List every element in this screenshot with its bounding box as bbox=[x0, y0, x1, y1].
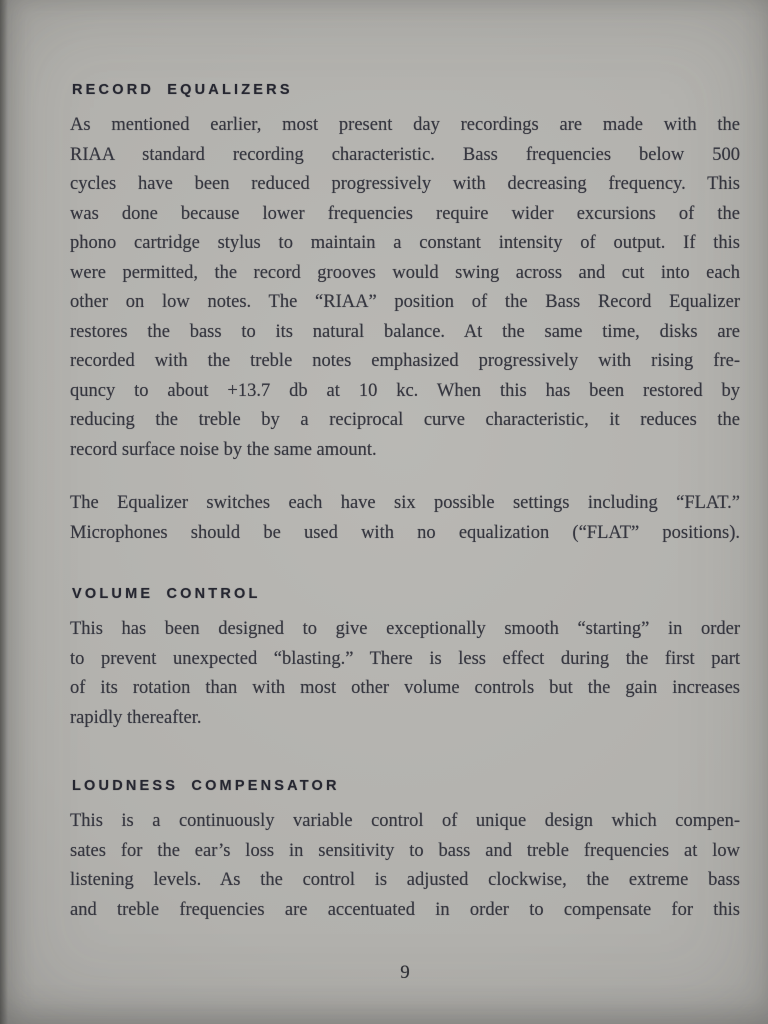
text-line: sates for the ear’s loss in sensitivity to bass and treble frequencies at low bbox=[70, 840, 740, 861]
text-line: rapidly thereafter. bbox=[70, 707, 202, 728]
paragraph bbox=[70, 807, 740, 925]
text-line: listening levels. As the control is adjusted clockwise, the extreme bass bbox=[70, 870, 740, 890]
text-line: This is a continuously variable control of unique design which compen- bbox=[70, 811, 740, 831]
paragraph bbox=[70, 489, 740, 548]
text-line: reducing the treble by a reciprocal curve characteristic, it reduces the bbox=[70, 410, 740, 430]
text-line: RIAA standard recording characteristic. Bass frequencies below 500 bbox=[70, 144, 740, 165]
text-line: As mentioned earlier, most present day recordings are made with the bbox=[70, 115, 740, 135]
text-line: restores the bass to its natural balance. At the same time, disks are bbox=[70, 321, 740, 342]
text-line: quncy to about +13.7 db at 10 kc. When this has been restored by bbox=[70, 380, 740, 401]
paragraph bbox=[70, 615, 740, 733]
text-line: to prevent unexpected “blasting.” There is less effect during the first part bbox=[70, 648, 740, 669]
text-line: This has been designed to give exceptionally smooth “starting” in order bbox=[70, 619, 740, 639]
text-line: phono cartridge stylus to maintain a constant intensity of output. If this bbox=[70, 233, 740, 253]
section-heading-volume-control: VOLUME CONTROL bbox=[72, 586, 261, 602]
section-heading-loudness-compensator: LOUDNESS COMPENSATOR bbox=[72, 778, 340, 794]
text-line: record surface noise by the same amount. bbox=[70, 439, 377, 460]
text-line: The Equalizer switches each have six possible settings including “FLAT.” bbox=[70, 493, 740, 513]
text-line: and treble frequencies are accentuated in order to compensate for this bbox=[70, 899, 740, 920]
text-line: other on low notes. The “RIAA” position of the Bass Record Equalizer bbox=[70, 292, 740, 312]
paragraph bbox=[70, 111, 740, 465]
text-line: cycles have been reduced progressively with decreasing frequency. This bbox=[70, 174, 740, 194]
section-heading-record-equalizers: RECORD EQUALIZERS bbox=[72, 82, 293, 98]
text-line: was done because lower frequencies require wider excursions of the bbox=[70, 203, 740, 224]
page-number: 9 bbox=[400, 962, 410, 983]
text-line: Microphones should be used with no equalization (“FLAT” positions). bbox=[70, 522, 740, 543]
text-line: of its rotation than with most other volume controls but the gain increases bbox=[70, 678, 740, 698]
text-line: were permitted, the record grooves would swing across and cut into each bbox=[70, 262, 740, 283]
text-line: recorded with the treble notes emphasized progressively with rising fre- bbox=[70, 351, 740, 371]
